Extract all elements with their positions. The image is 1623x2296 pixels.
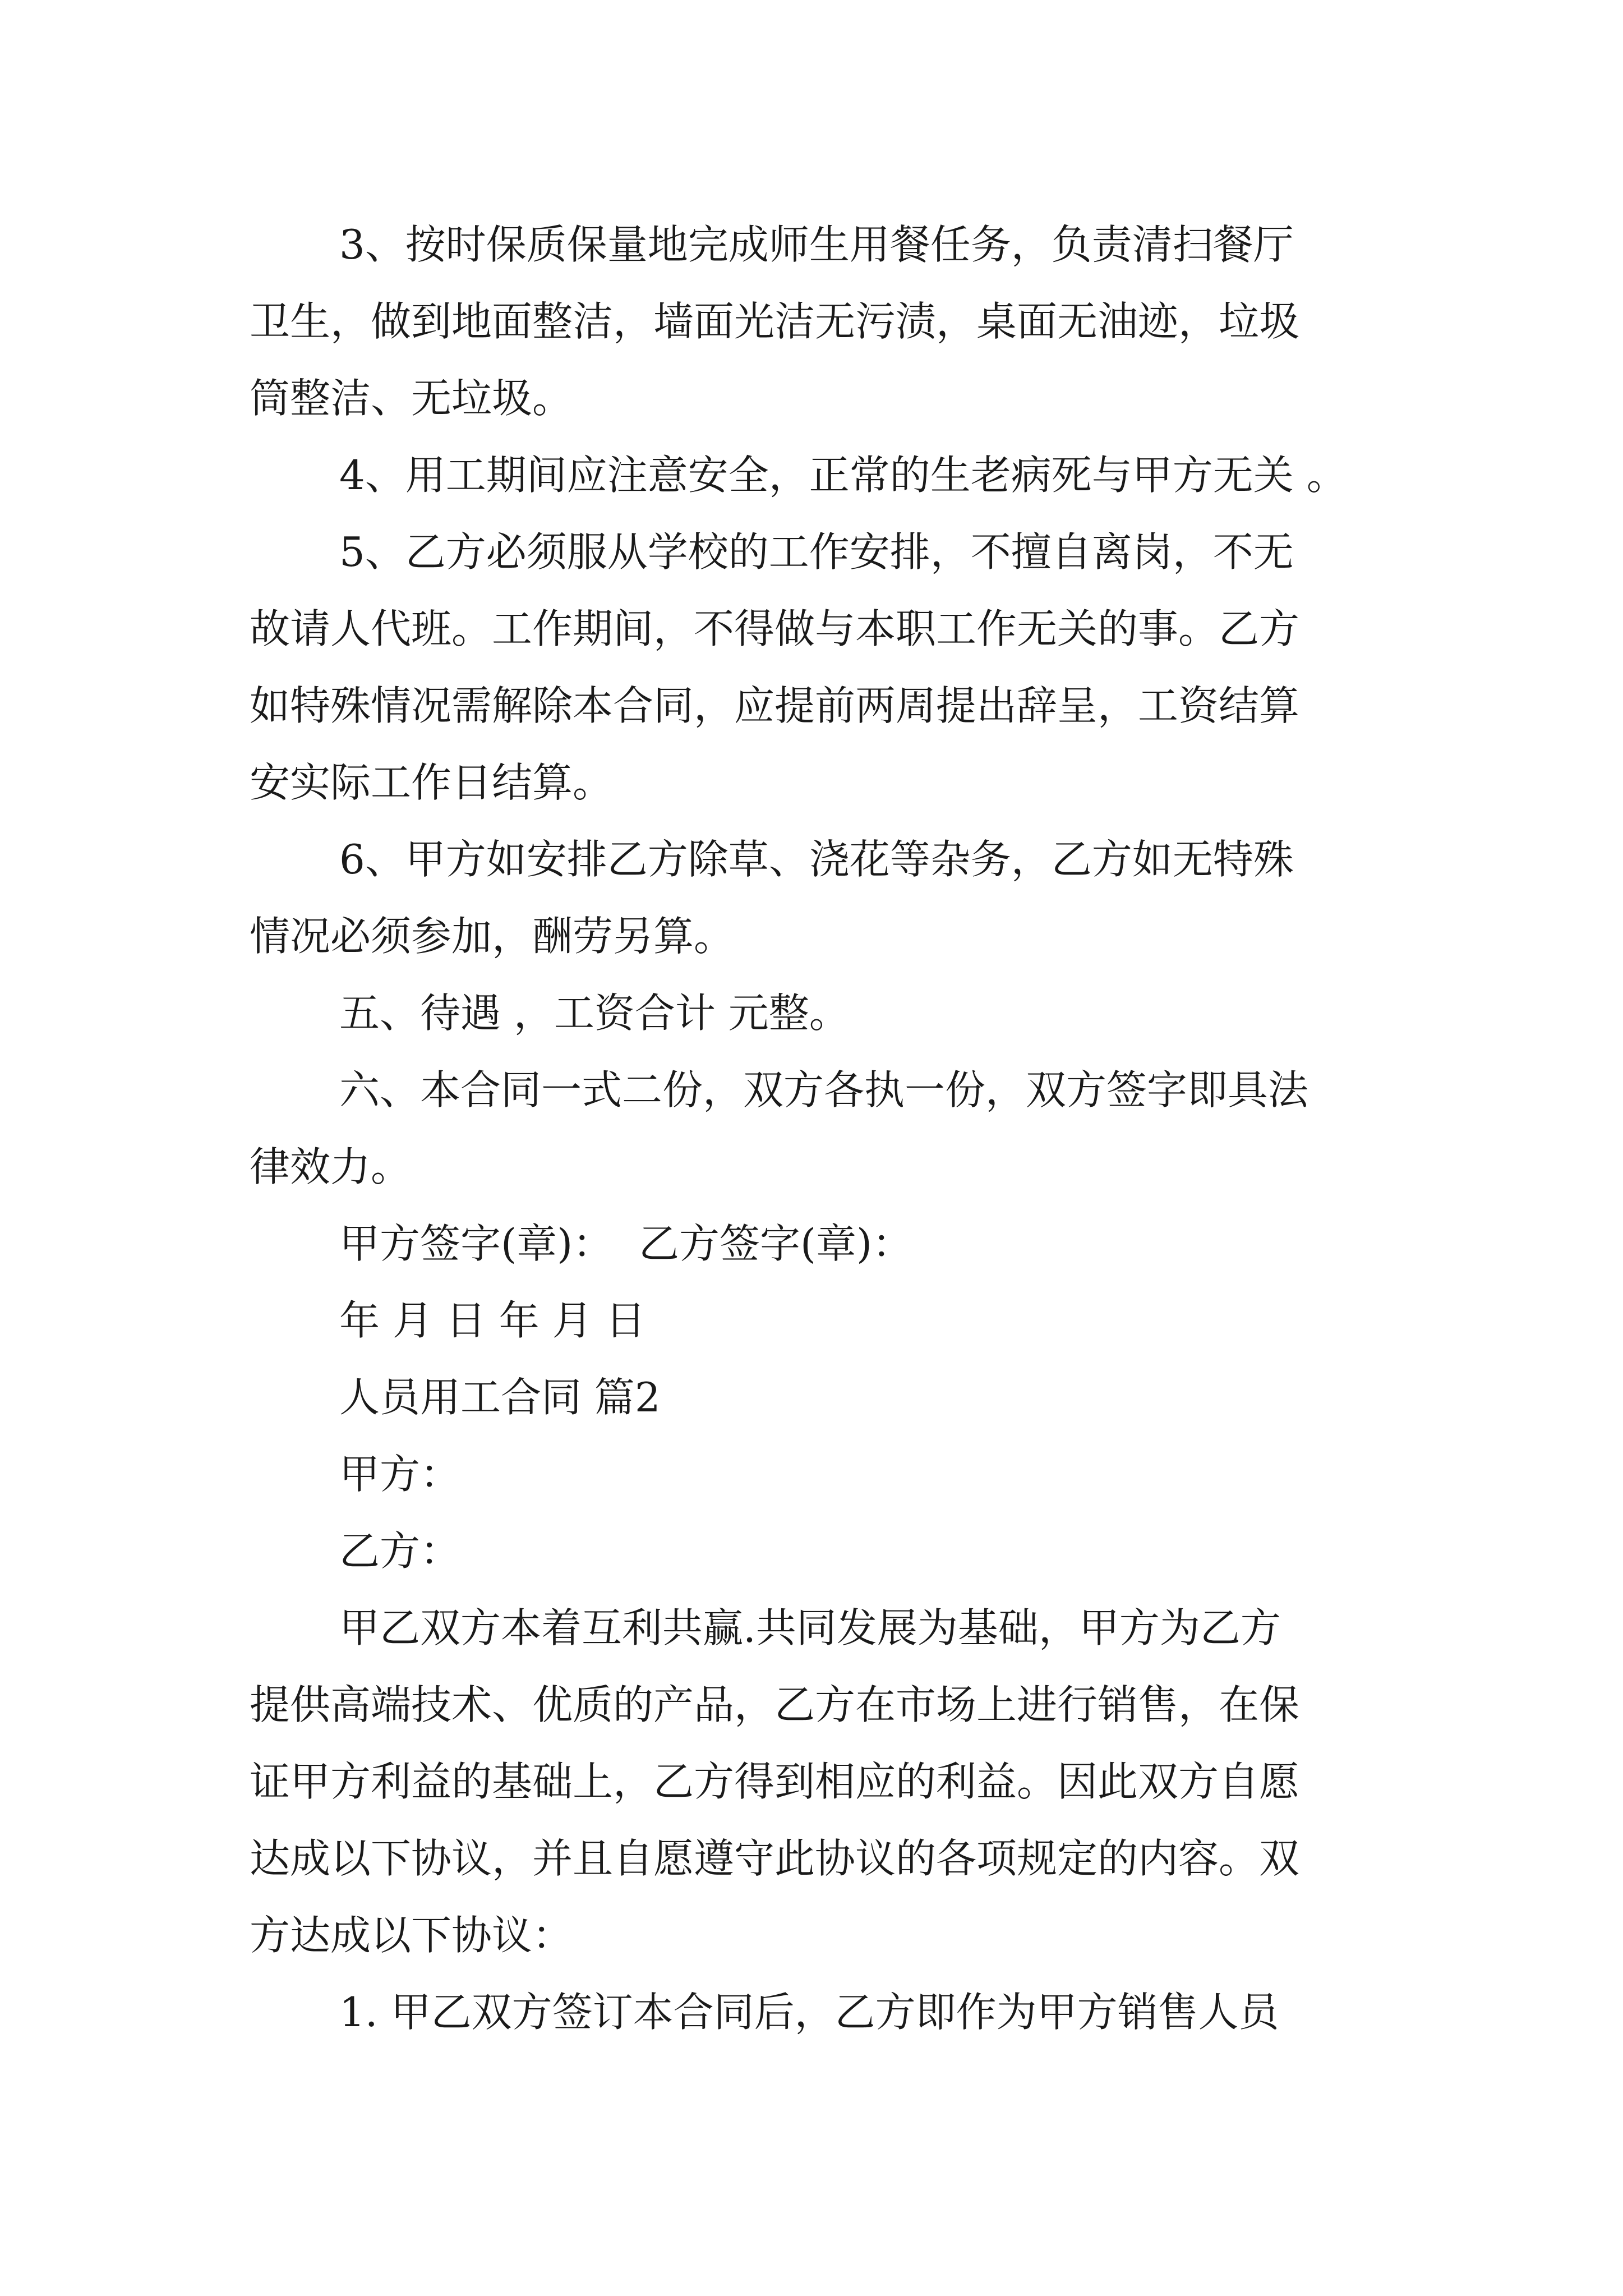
party-a-label (250, 1436, 1394, 1513)
text-line: 情况必须参加，酬劳另算。 (250, 913, 735, 960)
text-line: 故请人代班。工作期间，不得做与本职工作无关的事。乙方 (250, 605, 1300, 652)
text-line: 乙方： (339, 1527, 461, 1575)
clause-6 (250, 821, 1394, 975)
text-line: 甲方签字(章)： 乙方签字(章)： (339, 1220, 913, 1267)
text-line: 5、乙方必须服从学校的工作安排，不擅自离岗，不无 (339, 528, 1294, 576)
text-line: 人员用工合同 篇2 (339, 1374, 661, 1421)
text-line: 筒整洁、无垃圾。 (250, 375, 573, 422)
section-6-copies (250, 1052, 1394, 1205)
text-line: 甲乙双方本着互利共赢.共同发展为基础，甲方为乙方 (339, 1604, 1281, 1651)
contract-2-title (250, 1359, 1394, 1436)
text-line: 6、甲方如安排乙方除草、浇花等杂务，乙方如无特殊 (339, 836, 1294, 883)
agreement-item-1 (250, 1974, 1394, 2051)
text-line: 甲方： (339, 1451, 461, 1498)
clause-3 (250, 206, 1394, 437)
clause-5 (250, 514, 1394, 821)
signature-line (250, 1205, 1394, 1282)
text-line: 方达成以下协议： (250, 1912, 573, 1959)
text-line: 安实际工作日结算。 (250, 759, 614, 806)
text-line: 五、待遇 ，工资合计 元整。 (339, 990, 850, 1037)
date-line (250, 1282, 1394, 1359)
party-b-label (250, 1513, 1394, 1590)
text-line: 3、按时保质保量地完成师生用餐任务，负责清扫餐厅 (339, 221, 1294, 268)
preamble (250, 1590, 1394, 1974)
text-line: 年 月 日 年 月 日 (339, 1297, 646, 1344)
section-5-wages (250, 975, 1394, 1052)
text-line: 证甲方利益的基础上，乙方得到相应的利益。因此双方自愿 (250, 1758, 1300, 1805)
text-line: 提供高端技术、优质的产品，乙方在市场上进行销售，在保 (250, 1681, 1300, 1728)
text-line: 达成以下协议，并且自愿遵守此协议的各项规定的内容。双 (250, 1835, 1300, 1882)
document-body (250, 206, 1394, 2051)
text-line: 六、本合同一式二份，双方各执一份，双方签字即具法 (339, 1066, 1309, 1114)
text-line: 4、用工期间应注意安全，正常的生老病死与甲方无关 。 (339, 452, 1347, 499)
text-line: 如特殊情况需解除本合同，应提前两周提出辞呈，工资结算 (250, 682, 1300, 729)
clause-4 (250, 437, 1394, 514)
text-line: 1. 甲乙双方签订本合同后，乙方即作为甲方销售人员 (339, 1989, 1279, 2036)
text-line: 律效力。 (250, 1143, 412, 1190)
text-line: 卫生，做到地面整洁，墙面光洁无污渍，桌面无油迹，垃圾 (250, 298, 1300, 345)
